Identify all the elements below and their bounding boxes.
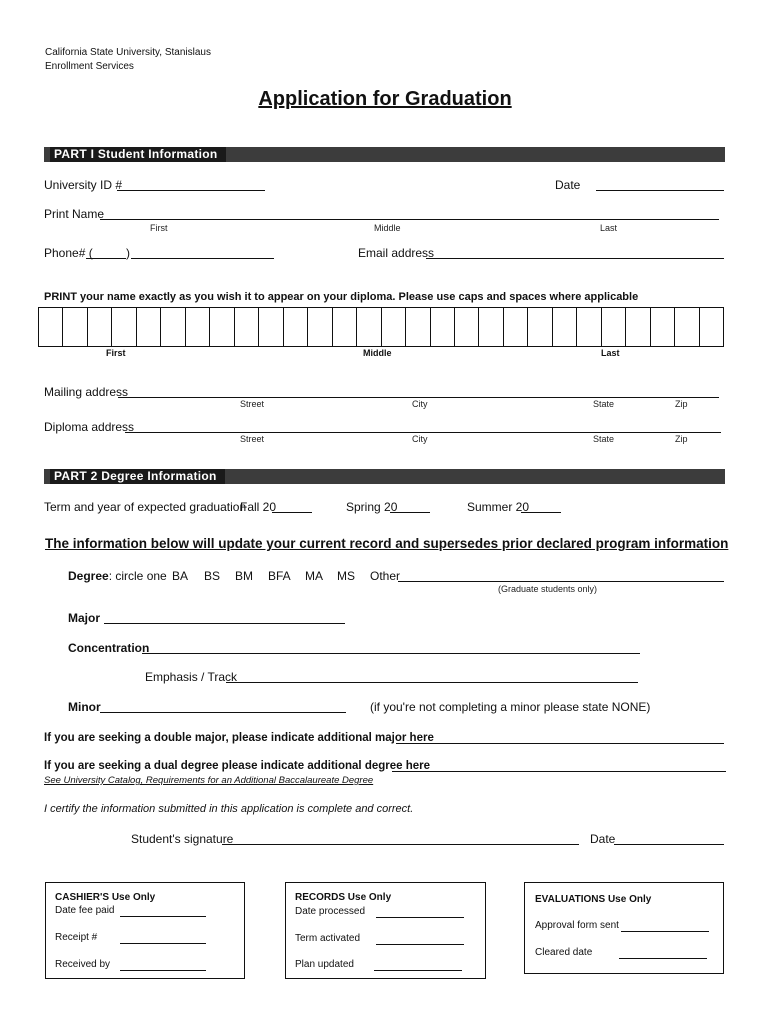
university-id-label: University ID #	[44, 178, 123, 192]
signature-label: Student's signature	[131, 832, 234, 846]
degree-option-ma[interactable]: MA	[305, 569, 323, 583]
department-name: Enrollment Services	[45, 61, 134, 72]
email-field[interactable]	[426, 258, 724, 259]
degree-option-bs[interactable]: BS	[204, 569, 221, 583]
degree-option-bfa[interactable]: BFA	[268, 569, 291, 583]
mailing-state-caption: State	[593, 399, 615, 409]
university-id-field[interactable]	[117, 190, 265, 191]
summer-label: Summer 20	[467, 500, 530, 514]
name-first-caption: First	[150, 223, 168, 233]
diploma-state-caption: State	[593, 434, 615, 444]
print-name-field[interactable]	[100, 219, 719, 220]
degree-label-row	[68, 569, 167, 583]
minor-field[interactable]	[100, 712, 346, 713]
diploma-last-caption: Last	[601, 348, 620, 358]
date-field[interactable]	[596, 190, 724, 191]
name-middle-caption: Middle	[374, 223, 401, 233]
evaluations-approval-label: Approval form sent	[535, 920, 619, 931]
degree-option-ba[interactable]: BA	[172, 569, 189, 583]
diploma-first-caption: First	[106, 348, 126, 358]
fall-year-field[interactable]	[272, 512, 312, 513]
cashier-receipt-field[interactable]	[120, 943, 206, 944]
cashier-receipt-label: Receipt #	[55, 932, 98, 943]
print-name-label: Print Name	[44, 207, 105, 221]
evaluations-title: EVALUATIONS Use Only	[535, 894, 652, 905]
mailing-address-field[interactable]	[118, 397, 719, 398]
page-title: Application for Graduation	[258, 88, 512, 110]
cashier-received-by-label: Received by	[55, 959, 111, 970]
mailing-street-caption: Street	[240, 399, 265, 409]
emphasis-field[interactable]	[226, 682, 638, 683]
date-label: Date	[555, 178, 581, 192]
degree-suffix: : circle one	[108, 569, 167, 583]
minor-label: Minor	[68, 700, 101, 714]
phone-area-field[interactable]	[86, 258, 126, 259]
diploma-instruction: PRINT your name exactly as you wish it to appear on your diploma. Please use caps and spaces where applicable	[44, 291, 639, 303]
mailing-city-caption: City	[412, 399, 428, 409]
evaluations-cleared-field[interactable]	[619, 958, 707, 959]
concentration-label: Concentration	[68, 641, 150, 655]
evaluations-cleared-label: Cleared date	[535, 947, 593, 958]
double-major-label: If you are seeking a double major, please indicate additional major here	[44, 732, 434, 744]
signature-date-label: Date	[590, 832, 616, 846]
diploma-address-label: Diploma address	[44, 420, 135, 434]
records-title: RECORDS Use Only	[295, 892, 392, 903]
concentration-field[interactable]	[142, 653, 640, 654]
phone-label: Phone# (	[44, 246, 93, 260]
institution-name: California State University, Stanislaus	[45, 47, 211, 58]
mailing-zip-caption: Zip	[675, 399, 688, 409]
part2-heading: PART 2 Degree Information	[50, 469, 225, 484]
cashier-received-by-field[interactable]	[120, 970, 206, 971]
mailing-address-label: Mailing address	[44, 385, 129, 399]
major-field[interactable]	[104, 623, 345, 624]
spring-label: Spring 20	[346, 500, 398, 514]
dual-degree-field[interactable]	[392, 771, 726, 772]
records-plan-updated-field[interactable]	[374, 970, 462, 971]
degree-option-bm[interactable]: BM	[235, 569, 253, 583]
catalog-link[interactable]: See University Catalog, Requirements for an Additional Baccalaureate Degree	[44, 775, 374, 786]
records-term-activated-label: Term activated	[295, 933, 361, 944]
cashier-date-fee-label: Date fee paid	[55, 905, 115, 916]
emphasis-label: Emphasis / Track	[145, 670, 238, 684]
minor-note: (if you're not completing a minor please state NONE)	[370, 700, 651, 714]
email-label: Email address	[358, 246, 435, 260]
records-term-activated-field[interactable]	[376, 944, 464, 945]
part1-heading: PART I Student Information	[50, 147, 226, 162]
records-box	[285, 882, 486, 979]
diploma-address-field[interactable]	[125, 432, 721, 433]
fall-label: Fall 20	[240, 500, 277, 514]
records-date-processed-field[interactable]	[376, 917, 464, 918]
diploma-name-grid[interactable]	[38, 307, 724, 347]
degree-label: Degree	[68, 569, 109, 583]
diploma-zip-caption: Zip	[675, 434, 688, 444]
diploma-middle-caption: Middle	[363, 348, 392, 358]
term-label: Term and year of expected graduation	[44, 500, 247, 514]
major-label: Major	[68, 611, 101, 625]
signature-field[interactable]	[222, 844, 579, 845]
phone-close-paren: )	[126, 246, 130, 260]
summer-year-field[interactable]	[521, 512, 561, 513]
signature-date-field[interactable]	[614, 844, 724, 845]
records-plan-updated-label: Plan updated	[295, 959, 354, 970]
cashier-box	[45, 882, 245, 979]
name-last-caption: Last	[600, 223, 618, 233]
diploma-city-caption: City	[412, 434, 428, 444]
grad-only-caption: (Graduate students only)	[498, 584, 598, 594]
diploma-street-caption: Street	[240, 434, 265, 444]
certify-statement: I certify the information submitted in this application is complete and correct.	[44, 803, 414, 815]
phone-number-field[interactable]	[131, 258, 274, 259]
degree-option-ms[interactable]: MS	[337, 569, 355, 583]
records-date-processed-label: Date processed	[295, 906, 366, 917]
evaluations-approval-field[interactable]	[621, 931, 709, 932]
evaluations-box	[524, 882, 724, 974]
dual-degree-label: If you are seeking a dual degree please indicate additional degree here	[44, 760, 431, 772]
cashier-title: CASHIER'S Use Only	[55, 892, 156, 903]
cashier-date-fee-field[interactable]	[120, 916, 206, 917]
double-major-field[interactable]	[396, 743, 724, 744]
degree-other-field[interactable]	[398, 581, 724, 582]
spring-year-field[interactable]	[390, 512, 430, 513]
update-notice: The information below will update your current record and supersedes prior declared program information	[45, 536, 729, 551]
degree-other-label: Other	[370, 569, 401, 583]
